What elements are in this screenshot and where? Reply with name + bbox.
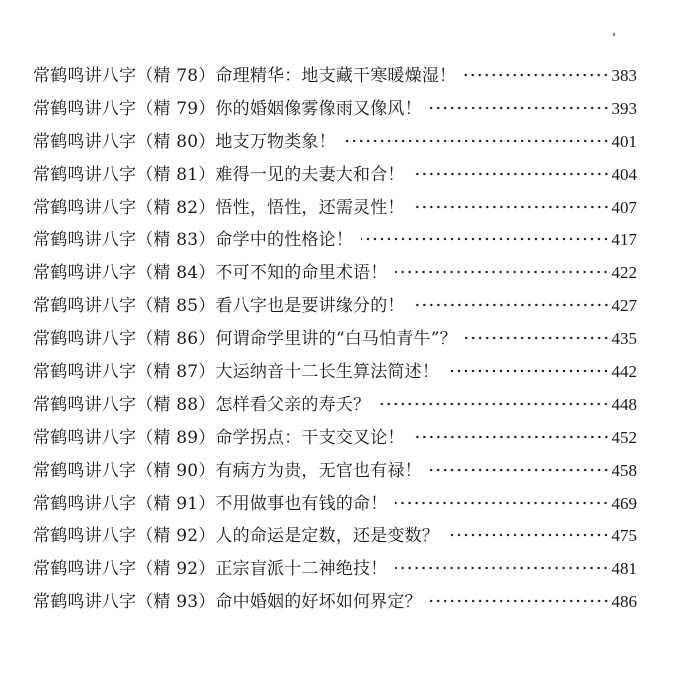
- toc-page-number: 427: [611, 296, 637, 316]
- toc-dot-leader: [447, 532, 609, 538]
- toc-page-number: 422: [611, 263, 637, 283]
- toc-page-number: 383: [611, 66, 637, 85]
- toc-entry-title: 常鹤鸣讲八字（精 82）悟性，悟性，还需灵性！: [33, 197, 405, 218]
- toc-dot-leader: [413, 171, 610, 177]
- toc-dot-leader: [395, 565, 609, 571]
- toc-dot-leader: [464, 72, 609, 78]
- toc-entry[interactable]: [33, 557, 637, 590]
- toc-dot-leader: [430, 105, 610, 111]
- toc-entry[interactable]: [33, 360, 637, 393]
- toc-entry-title: 常鹤鸣讲八字（精 81）难得一见的夫妻大和合！: [33, 164, 405, 185]
- toc-entry-title: 常鹤鸣讲八字（精 88）怎样看父亲的寿夭？: [33, 394, 371, 415]
- toc-entry[interactable]: [33, 228, 637, 261]
- toc-dot-leader: [413, 302, 610, 308]
- toc-entry-title: 常鹤鸣讲八字（精 84）不可不知的命里术语！: [33, 263, 388, 284]
- toc-entry-title: 常鹤鸣讲八字（精 78）命理精华：地支藏干寒暖燥湿！: [33, 66, 457, 86]
- toc-entry-title: 常鹤鸣讲八字（精 85）看八字也是要讲缘分的！: [33, 296, 405, 317]
- toc-entry-title: 常鹤鸣讲八字（精 92）正宗盲派十二神绝技！: [33, 559, 388, 580]
- table-of-contents: [33, 64, 637, 623]
- toc-dot-leader: [413, 434, 610, 440]
- toc-dot-leader: [395, 269, 609, 275]
- toc-entry-title: 常鹤鸣讲八字（精 83）命学中的性格论！: [33, 230, 354, 251]
- toc-entry[interactable]: [33, 492, 637, 525]
- toc-dot-leader: [465, 335, 610, 341]
- toc-entry[interactable]: [33, 524, 637, 557]
- toc-entry[interactable]: [33, 196, 637, 229]
- toc-page-number: 486: [611, 592, 637, 612]
- toc-page-number: 475: [611, 526, 637, 546]
- toc-page-number: 442: [611, 362, 637, 382]
- toc-page-number: 458: [611, 460, 637, 480]
- toc-entry-title: 常鹤鸣讲八字（精 93）命中婚姻的好坏如何界定？: [33, 592, 422, 613]
- toc-entry[interactable]: [33, 64, 637, 97]
- toc-entry[interactable]: [33, 294, 637, 327]
- toc-entry-title: 常鹤鸣讲八字（精 89）命学拐点：干支交叉论！: [33, 427, 405, 448]
- toc-entry[interactable]: [33, 261, 637, 294]
- toc-entry[interactable]: [33, 393, 637, 426]
- toc-page-number: 417: [611, 230, 637, 250]
- toc-dot-leader: [344, 138, 610, 144]
- toc-entry-title: 常鹤鸣讲八字（精 79）你的婚姻像雾像雨又像风！: [33, 98, 422, 119]
- toc-page-number: 404: [611, 164, 637, 184]
- toc-entry-title: 常鹤鸣讲八字（精 92）人的命运是定数，还是变数？: [33, 526, 440, 547]
- toc-page-number: 407: [611, 197, 637, 217]
- toc-page-number: 435: [611, 329, 637, 349]
- toc-page-number: 448: [611, 394, 637, 414]
- toc-dot-leader: [430, 467, 610, 473]
- toc-entry[interactable]: [33, 97, 637, 130]
- toc-page-number: 452: [611, 427, 637, 447]
- toc-entry-title: 常鹤鸣讲八字（精 87）大运纳音十二长生算法简述！: [33, 362, 440, 383]
- toc-entry-title: 常鹤鸣讲八字（精 80）地支万物类象！: [33, 131, 336, 152]
- toc-entry-title: 常鹤鸣讲八字（精 91）不用做事也有钱的命！: [33, 493, 388, 514]
- toc-page-number: 401: [611, 131, 637, 151]
- toc-entry[interactable]: [33, 459, 637, 492]
- toc-entry[interactable]: [33, 590, 637, 623]
- toc-entry-title: 常鹤鸣讲八字（精 90）有病方为贵，无官也有禄！: [33, 460, 422, 481]
- toc-entry[interactable]: [33, 163, 637, 196]
- toc-dot-leader: [395, 500, 609, 506]
- toc-entry[interactable]: [33, 426, 637, 459]
- toc-entry-title: 常鹤鸣讲八字（精 86）何谓命学里讲的“白马怕青牛”？: [33, 329, 457, 350]
- scan-speck: [613, 33, 615, 36]
- toc-page-number: 469: [611, 493, 637, 513]
- toc-dot-leader: [378, 401, 609, 407]
- toc-dot-leader: [361, 236, 609, 242]
- toc-page-number: 481: [611, 559, 637, 579]
- toc-entry[interactable]: [33, 130, 637, 163]
- toc-dot-leader: [413, 204, 610, 210]
- toc-dot-leader: [447, 368, 609, 374]
- toc-dot-leader: [430, 598, 610, 604]
- toc-entry[interactable]: [33, 327, 637, 360]
- toc-page-number: 393: [611, 98, 637, 118]
